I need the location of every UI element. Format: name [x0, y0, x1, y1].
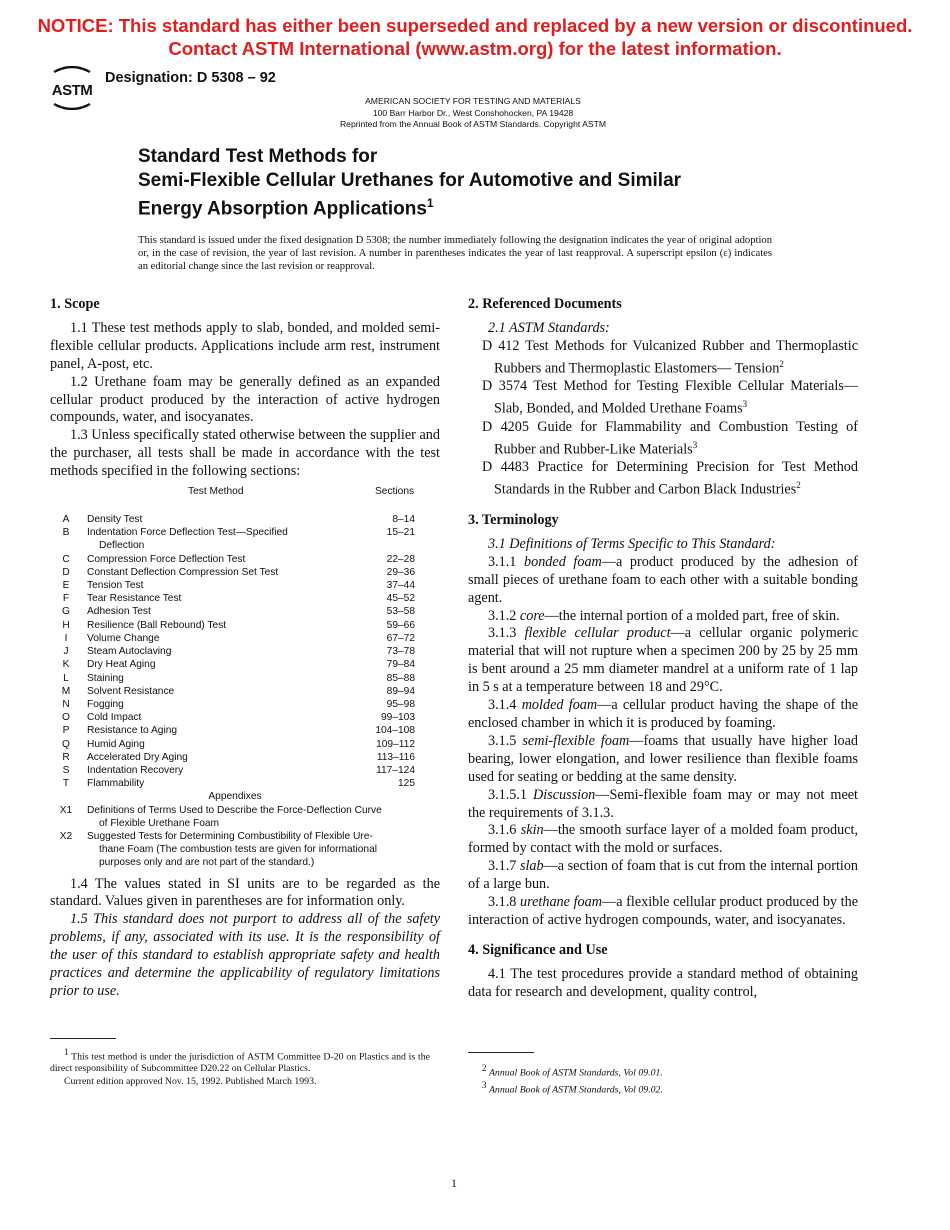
- table-row: [50, 566, 440, 579]
- reference-item: [468, 459, 858, 500]
- row-letter: R: [62, 751, 70, 763]
- row-letter: D: [62, 566, 70, 578]
- row-name: Cold Impact: [87, 712, 142, 724]
- footnote-rule-left: [50, 1038, 116, 1039]
- reference-text: D 4205 Guide for Flammability and Combustion Testing of Rubber and Rubber-Like Materials: [482, 418, 858, 458]
- row-letter: X1: [59, 804, 73, 816]
- document-title: [138, 145, 681, 221]
- row-name-cont: purposes only and are not part of the standard.): [99, 857, 315, 869]
- table-row: [50, 751, 440, 764]
- logo-text: ASTM: [51, 82, 93, 99]
- definition-text: —a cellular organic polymeric material that will not rupture when a specimen 200 by 25 by 25 mm is bent around a 25 mm diameter mandrel at a uniform rate of 1 lap in 5 s at a temperature between 18 and 29°C.: [468, 625, 858, 696]
- scope-1-2: 1.2 Urethane foam may be generally defined as an expanded cellular product produced by the interaction of active hydrogen compounds, water, and isocyanates.: [50, 373, 440, 426]
- definition-term: flexible cellular product: [524, 625, 671, 642]
- left-column: [50, 296, 440, 1001]
- reference-footnote-marker: 2: [779, 358, 784, 369]
- row-letter: S: [62, 764, 70, 776]
- row-sections: 67–72: [386, 632, 415, 644]
- row-name: Constant Deflection Compression Set Test: [87, 566, 279, 578]
- definition-item: [468, 697, 858, 733]
- row-name: Humid Aging: [87, 738, 145, 750]
- issuance-note: This standard is issued under the fixed designation D 5308; the number immediately following the designation indicates the year of original adoption or, in the case of revision, the year of last revision. A number in parentheses indicates the year of last reapproval. A superscript epsilon (ε) indicates an editorial change since the last revision or reapproval.: [138, 235, 772, 273]
- reference-footnote-marker: 3: [742, 399, 748, 410]
- footnote-marker: 3: [482, 1080, 487, 1091]
- definition-term: skin: [520, 822, 544, 839]
- section-terminology-heading: 3. Terminology: [468, 512, 559, 528]
- designation: Designation: D 5308 – 92: [105, 70, 276, 86]
- table-row: [50, 605, 440, 618]
- footnotes-left: [50, 1046, 430, 1088]
- row-letter: G: [62, 606, 70, 618]
- table-row: [50, 804, 440, 830]
- table-row: [50, 513, 440, 526]
- row-name-cont: thane Foam (The combustion tests are given for informational: [99, 844, 378, 856]
- row-name: Adhesion Test: [87, 606, 151, 618]
- row-letter: X2: [59, 830, 73, 842]
- definition-term: core: [519, 607, 545, 624]
- table-header: [50, 485, 440, 499]
- footnotes-right: [468, 1062, 848, 1097]
- definition-text: —a cellular product having the shape of the enclosed chamber in which it is produced by foaming.: [468, 697, 859, 731]
- row-name: Resilience (Ball Rebound) Test: [87, 619, 227, 631]
- row-letter: P: [62, 725, 70, 737]
- reference-footnote-marker: 2: [796, 480, 801, 491]
- row-sections: 104–108: [375, 725, 415, 737]
- row-sections: 113–116: [376, 751, 415, 763]
- definition-number: 3.1.7: [488, 858, 517, 875]
- table-row: [50, 619, 440, 632]
- definition-text: —the smooth surface layer of a molded foam product, formed by contact with the mold or surfaces.: [468, 822, 858, 857]
- row-letter: L: [63, 672, 69, 684]
- section-refdocs-heading: 2. Referenced Documents: [468, 296, 622, 312]
- row-letter: E: [62, 580, 70, 592]
- row-name: Flammability: [87, 778, 145, 790]
- section-scope-heading: 1. Scope: [50, 296, 100, 312]
- title-footnote-ref: 1: [426, 196, 434, 210]
- row-sections: 85–88: [386, 672, 415, 684]
- appendixes-label: Appendixes: [208, 791, 262, 803]
- definition-text: —the internal portion of a molded part, free of skin.: [544, 607, 840, 624]
- row-letter: B: [62, 527, 70, 539]
- header-sections: Sections: [375, 486, 415, 498]
- definition-item: [468, 822, 858, 858]
- table-row: [50, 698, 440, 711]
- definition-term: urethane foam: [520, 894, 602, 911]
- row-letter: F: [62, 593, 70, 605]
- row-name: Indentation Recovery: [87, 764, 184, 776]
- reference-item: [468, 338, 858, 379]
- notice-banner: [0, 14, 950, 60]
- row-sections: 73–78: [386, 646, 415, 658]
- definition-number: 3.1.8: [488, 894, 517, 911]
- notice-line-2: Contact ASTM International (www.astm.org) for the latest information.: [168, 38, 782, 59]
- row-name: Staining: [87, 672, 124, 684]
- row-name-cont: Deflection: [99, 540, 145, 552]
- refdocs-sub: 2.1 ASTM Standards:: [488, 319, 610, 336]
- footnote-marker: 2: [482, 1063, 487, 1073]
- table-row: [50, 777, 440, 790]
- definition-term: slab: [519, 858, 544, 875]
- row-name: Fogging: [87, 698, 124, 710]
- footnote-item: [468, 1079, 848, 1096]
- row-name-cont: of Flexible Urethane Foam: [99, 817, 220, 829]
- row-sections: 15–21: [386, 527, 415, 539]
- definition-text: —a product produced by the adhesion of small pieces of urethane foam to each other with a suitable bonding agent.: [468, 553, 858, 606]
- row-name: Indentation Force Deflection Test—Specified: [87, 527, 288, 539]
- row-letter: O: [62, 712, 70, 724]
- scope-1-3: 1.3 Unless specifically stated otherwise between the supplier and the purchaser, all tests shall be made in accordance with the test methods specified in the following sections:: [50, 427, 440, 480]
- scope-1-1: 1.1 These test methods apply to slab, bonded, and molded semi-flexible cellular products. Applications include arm rest, instrument panel, A-post, etc.: [50, 319, 440, 372]
- definition-text: —a section of foam that is cut from the internal portion of a large bun.: [468, 858, 859, 893]
- table-row: [50, 724, 440, 737]
- page-number: 1: [451, 1176, 457, 1190]
- reference-list: [468, 338, 858, 500]
- row-sections: 99–103: [381, 712, 415, 724]
- table-row: [50, 685, 440, 698]
- row-sections: 22–28: [386, 553, 415, 565]
- row-letter: J: [63, 646, 69, 658]
- definition-term: semi-flexible foam: [522, 732, 630, 749]
- header-test-method: Test Method: [188, 486, 244, 498]
- row-name: Tear Resistance Test: [87, 593, 182, 605]
- definition-number: 3.1.4: [488, 697, 517, 714]
- row-sections: 45–52: [386, 593, 415, 605]
- row-name: Compression Force Deflection Test: [87, 553, 246, 565]
- row-name: Suggested Tests for Determining Combustibility of Flexible Ure-: [87, 830, 373, 842]
- section-significance-heading: 4. Significance and Use: [468, 941, 608, 958]
- definition-text: —a flexible cellular product produced by the interaction of active hydrogen compounds, water, and isocyanates.: [468, 894, 859, 928]
- scope-1-4: 1.4 The values stated in SI units are to be regarded as the standard. Values given in parentheses are for information only.: [50, 875, 440, 910]
- row-letter: N: [62, 698, 70, 710]
- table-row: [50, 658, 440, 671]
- reference-item: [468, 419, 858, 460]
- society-reprint: Reprinted from the Annual Book of ASTM Standards. Copyright ASTM: [339, 119, 607, 129]
- definition-number: 3.1.6: [488, 822, 517, 839]
- definition-list: [468, 554, 858, 930]
- table-row: [50, 645, 440, 658]
- row-name: Density Test: [87, 514, 143, 526]
- society-address: 100 Barr Harbor Dr., West Conshohocken, PA 19428: [372, 107, 574, 118]
- title-line-2: Semi-Flexible Cellular Urethanes for Automotive and Similar: [138, 169, 682, 191]
- footnote-1: This test method is under the jurisdiction of ASTM Committee D-20 on Plastics and is the direct responsibility of Subcommittee D20.22 on Cellular Plastics.: [50, 1051, 430, 1075]
- table-row: [50, 738, 440, 751]
- definition-number: 3.1.2: [488, 607, 517, 624]
- row-name: Tension Test: [87, 580, 144, 592]
- definition-item: [468, 858, 858, 894]
- title-line-3: Energy Absorption Applications: [138, 198, 427, 220]
- test-method-table: [50, 485, 440, 869]
- table-row: [50, 579, 440, 592]
- footnote-1-edition: Current edition approved Nov. 15, 1992. Published March 1993.: [64, 1075, 317, 1087]
- reference-text: D 3574 Test Method for Testing Flexible Cellular Materials—Slab, Bonded, and Molded Urethane Foams: [482, 378, 858, 417]
- footnote-rule-right: [468, 1052, 534, 1053]
- definition-term: Discussion: [532, 786, 596, 803]
- row-name: Accelerated Dry Aging: [87, 751, 188, 763]
- row-sections: 37–44: [386, 580, 415, 592]
- table-row: [50, 764, 440, 777]
- row-name: Definitions of Terms Used to Describe the Force-Deflection Curve: [87, 804, 382, 816]
- scope-1-5: 1.5 This standard does not purport to address all of the safety problems, if any, associated with its use. It is the responsibility of the user of this standard to establish appropriate safety and health practices and determine the applicability of regulatory limitations prior to use.: [50, 911, 440, 999]
- row-name: Resistance to Aging: [87, 725, 178, 737]
- table-row: [50, 526, 440, 552]
- definition-number: 3.1.5.1: [488, 786, 528, 803]
- row-letter: T: [62, 778, 70, 790]
- reference-item: [468, 378, 858, 419]
- table-row: [50, 830, 440, 870]
- definition-term: bonded foam: [524, 553, 602, 570]
- row-letter: A: [62, 514, 70, 526]
- row-sections: 8–14: [392, 514, 415, 526]
- row-sections: 59–66: [386, 619, 415, 631]
- row-sections: 53–58: [386, 606, 415, 618]
- society-block: [0, 96, 946, 131]
- definition-number: 3.1.1: [488, 553, 517, 570]
- row-letter: H: [62, 619, 70, 631]
- definition-text: —foams that usually have higher load bearing, lower elongation, and lower resilience than flexible foams used for seating or bedding at the same density.: [468, 732, 859, 785]
- footnote-text: Annual Book of ASTM Standards, Vol 09.01.: [488, 1067, 663, 1079]
- row-name: Steam Autoclaving: [87, 646, 172, 658]
- table-row: [50, 672, 440, 685]
- row-letter: Q: [62, 738, 70, 750]
- row-letter: M: [61, 685, 71, 697]
- significance-4-1: 4.1 The test procedures provide a standard method of obtaining data for research and development, quality control,: [468, 965, 858, 1000]
- title-line-1: Standard Test Methods for: [138, 146, 378, 167]
- definition-item: [468, 554, 858, 608]
- table-row: [50, 711, 440, 724]
- row-letter: I: [64, 632, 68, 644]
- row-sections: 95–98: [386, 698, 415, 710]
- row-sections: 117–124: [376, 764, 415, 776]
- table-row: [50, 592, 440, 605]
- footnote-item: [468, 1062, 848, 1079]
- reference-footnote-marker: 3: [692, 439, 698, 450]
- row-sections: 89–94: [386, 685, 415, 697]
- row-letter: K: [62, 659, 70, 671]
- definition-item: [468, 787, 858, 823]
- row-sections: 29–36: [386, 566, 415, 578]
- row-sections: 109–112: [376, 738, 415, 750]
- notice-line-1: NOTICE: This standard has either been superseded and replaced by a new version or discontinued.: [37, 15, 913, 36]
- row-sections: 79–84: [386, 659, 415, 671]
- row-name: Volume Change: [87, 632, 160, 644]
- table-row: [50, 553, 440, 566]
- reference-text: D 4483 Practice for Determining Precision for Test Method Standards in the Rubber and Carbon Black Industries: [482, 459, 858, 499]
- society-name: AMERICAN SOCIETY FOR TESTING AND MATERIALS: [365, 96, 581, 106]
- footnote-text: Annual Book of ASTM Standards, Vol 09.02.: [488, 1084, 663, 1096]
- definition-number: 3.1.5: [488, 732, 517, 749]
- footnote-marker: 1: [64, 1047, 69, 1057]
- definition-item: [468, 894, 858, 930]
- row-name: Dry Heat Aging: [87, 659, 156, 671]
- row-sections: 125: [398, 778, 415, 790]
- row-name: Solvent Resistance: [87, 685, 175, 697]
- row-letter: C: [62, 553, 70, 565]
- definition-item: [468, 608, 858, 626]
- definition-number: 3.1.3: [488, 625, 517, 642]
- table-body: [50, 513, 440, 790]
- definition-term: molded foam: [521, 697, 598, 714]
- definition-text: —Semi-flexible foam may or may not meet the requirements of 3.1.3.: [468, 786, 858, 821]
- terminology-sub: 3.1 Definitions of Terms Specific to This Standard:: [488, 535, 776, 552]
- definition-item: [468, 625, 858, 697]
- reference-text: D 412 Test Methods for Vulcanized Rubber and Thermoplastic Rubbers and Thermoplastic Elastomers— Tension: [482, 337, 858, 377]
- table-row: [50, 632, 440, 645]
- right-column: [468, 296, 858, 1002]
- definition-item: [468, 733, 858, 787]
